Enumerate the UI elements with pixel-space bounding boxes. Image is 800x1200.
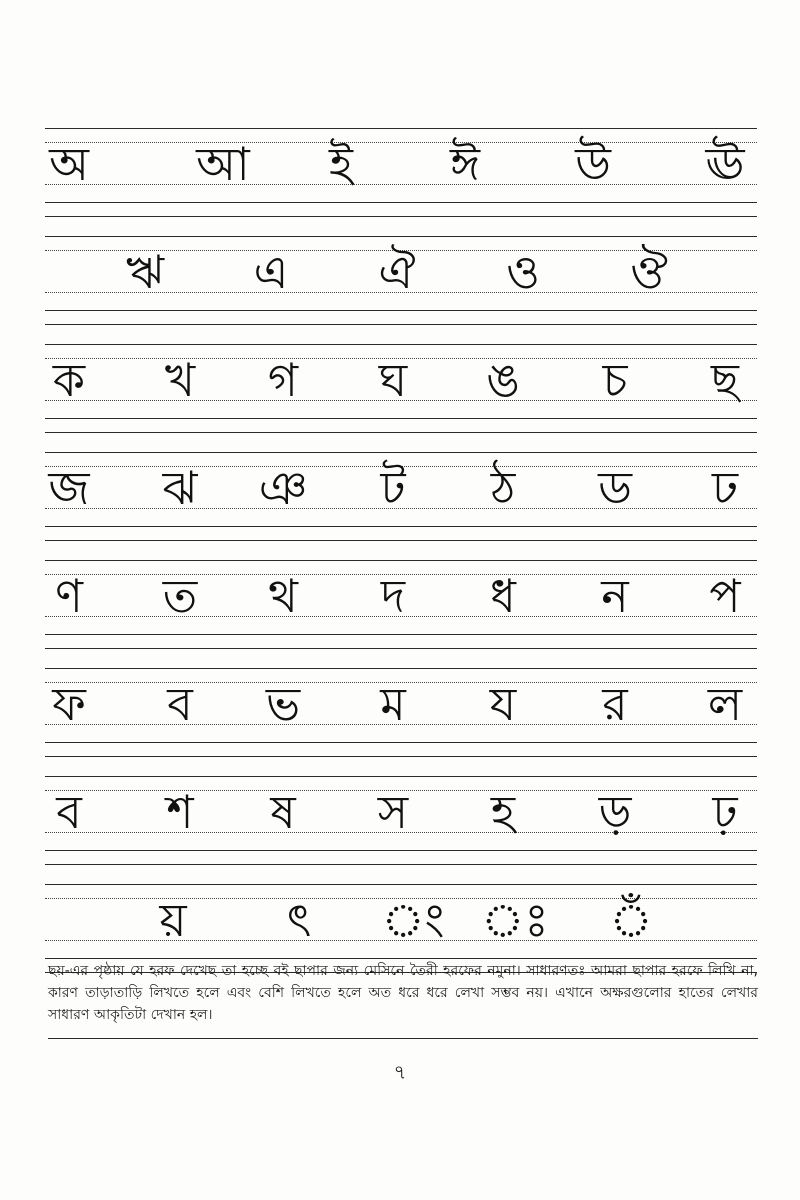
letter-glyph: ঠ bbox=[490, 461, 516, 515]
letter-glyph: ট bbox=[380, 461, 406, 515]
letter-glyph: ঔ bbox=[630, 245, 668, 299]
letter-glyph: ড় bbox=[598, 785, 632, 839]
ruled-line bbox=[45, 324, 757, 325]
letter-glyph: ল bbox=[707, 677, 743, 731]
ruled-line bbox=[45, 526, 757, 527]
letter-glyph: র bbox=[602, 677, 628, 731]
explanatory-note: ছয়-এর পৃষ্ঠায় যে হরফ দেখেছ তা হচ্ছে বই ছাপার জন্য মেসিনে তৈরী হরফের নমুনা। সাধারণতঃ আমরা ছাপার হরফে লিখি না, কারণ তাড়াতাড়ি লিখতে হলে এবং বেশি লিখতে হলে অত ধরে ধরে লেখা সম্ভব নয়। এখানে অক্ষরগুলোর হাতের লেখার সাধারণ আকৃতিটা দেখান হল। bbox=[48, 963, 758, 1023]
letter-glyph: ঋ bbox=[125, 245, 165, 299]
ruled-line bbox=[45, 776, 757, 777]
letter-glyph: য bbox=[489, 677, 517, 731]
letter-glyph: জ bbox=[48, 461, 90, 515]
letter-glyph: এ bbox=[253, 245, 289, 299]
letter-row bbox=[45, 890, 757, 950]
practice-row bbox=[45, 226, 757, 334]
letter-row bbox=[45, 458, 757, 518]
letter-glyph: থ bbox=[268, 569, 298, 623]
letter-row bbox=[45, 134, 757, 194]
letter-glyph: দ bbox=[380, 569, 406, 623]
letter-row bbox=[45, 782, 757, 842]
letter-glyph: ই bbox=[329, 137, 353, 191]
letter-glyph: প bbox=[709, 569, 741, 623]
letter-glyph: ধ bbox=[490, 569, 516, 623]
letter-glyph: ঘ bbox=[378, 353, 408, 407]
letter-glyph: ঢ bbox=[711, 461, 739, 515]
letter-glyph: উ bbox=[575, 137, 611, 191]
practice-row bbox=[45, 118, 757, 226]
ruled-line bbox=[45, 236, 757, 237]
letter-glyph: ত bbox=[162, 569, 198, 623]
ruled-line bbox=[45, 202, 757, 203]
letter-glyph: ন bbox=[601, 569, 629, 623]
letter-glyph: অ bbox=[49, 137, 89, 191]
letter-row bbox=[45, 242, 757, 302]
letter-glyph: ষ bbox=[270, 785, 296, 839]
ruled-line bbox=[45, 756, 757, 757]
letter-glyph: আ bbox=[196, 137, 250, 191]
letter-glyph: ঞ bbox=[258, 461, 308, 515]
practice-row bbox=[45, 442, 757, 550]
letter-glyph: ও bbox=[506, 245, 540, 299]
ruled-line bbox=[45, 742, 757, 743]
letter-glyph: ভ bbox=[265, 677, 301, 731]
practice-row bbox=[45, 766, 757, 874]
letter-glyph: ঝ bbox=[162, 461, 198, 515]
ruled-line bbox=[45, 634, 757, 635]
letter-glyph: গ bbox=[267, 353, 299, 407]
letter-glyph: ড bbox=[598, 461, 632, 515]
ruled-line bbox=[45, 540, 757, 541]
ruled-line bbox=[45, 648, 757, 649]
handwriting-practice-sheet bbox=[45, 118, 757, 982]
letter-glyph: ঐ bbox=[378, 245, 416, 299]
ruled-line bbox=[45, 452, 757, 453]
ruled-line bbox=[45, 864, 757, 865]
practice-row bbox=[45, 334, 757, 442]
practice-row bbox=[45, 550, 757, 658]
letter-glyph: হ bbox=[490, 785, 516, 839]
ruled-line bbox=[45, 344, 757, 345]
ruled-line bbox=[45, 884, 757, 885]
letter-glyph: য় bbox=[159, 893, 187, 947]
bottom-rule bbox=[48, 1038, 758, 1039]
letter-glyph: ফ bbox=[52, 677, 86, 731]
letter-glyph: ণ bbox=[55, 569, 83, 623]
letter-glyph: চ bbox=[602, 353, 628, 407]
page-number: ৭ bbox=[393, 1060, 407, 1084]
letter-glyph: স bbox=[377, 785, 409, 839]
letter-glyph: ৎ bbox=[286, 893, 312, 947]
letter-glyph: শ bbox=[166, 785, 194, 839]
ruled-line bbox=[45, 668, 757, 669]
ruled-line bbox=[45, 310, 757, 311]
letter-row bbox=[45, 350, 757, 410]
letter-glyph: ক bbox=[52, 353, 86, 407]
letter-glyph: খ bbox=[164, 353, 196, 407]
letter-glyph: ঃ bbox=[481, 893, 549, 947]
letter-glyph: ঊ bbox=[705, 137, 745, 191]
ruled-line bbox=[45, 432, 757, 433]
ruled-line bbox=[45, 418, 757, 419]
letter-glyph: ঈ bbox=[449, 137, 481, 191]
letter-row bbox=[45, 566, 757, 626]
letter-glyph: ঁ bbox=[609, 893, 653, 947]
letter-glyph: ব bbox=[167, 677, 193, 731]
letter-glyph: ঙ bbox=[486, 353, 520, 407]
ruled-line bbox=[45, 560, 757, 561]
ruled-line bbox=[45, 216, 757, 217]
ruled-line bbox=[45, 128, 757, 129]
letter-row bbox=[45, 674, 757, 734]
letter-glyph: ম bbox=[380, 677, 406, 731]
practice-row bbox=[45, 658, 757, 766]
letter-glyph: ছ bbox=[711, 353, 739, 407]
letter-glyph: ং bbox=[381, 893, 445, 947]
ruled-line bbox=[45, 850, 757, 851]
letter-glyph: ঢ় bbox=[712, 785, 738, 839]
letter-glyph: ব bbox=[56, 785, 82, 839]
ruled-line bbox=[45, 958, 757, 959]
